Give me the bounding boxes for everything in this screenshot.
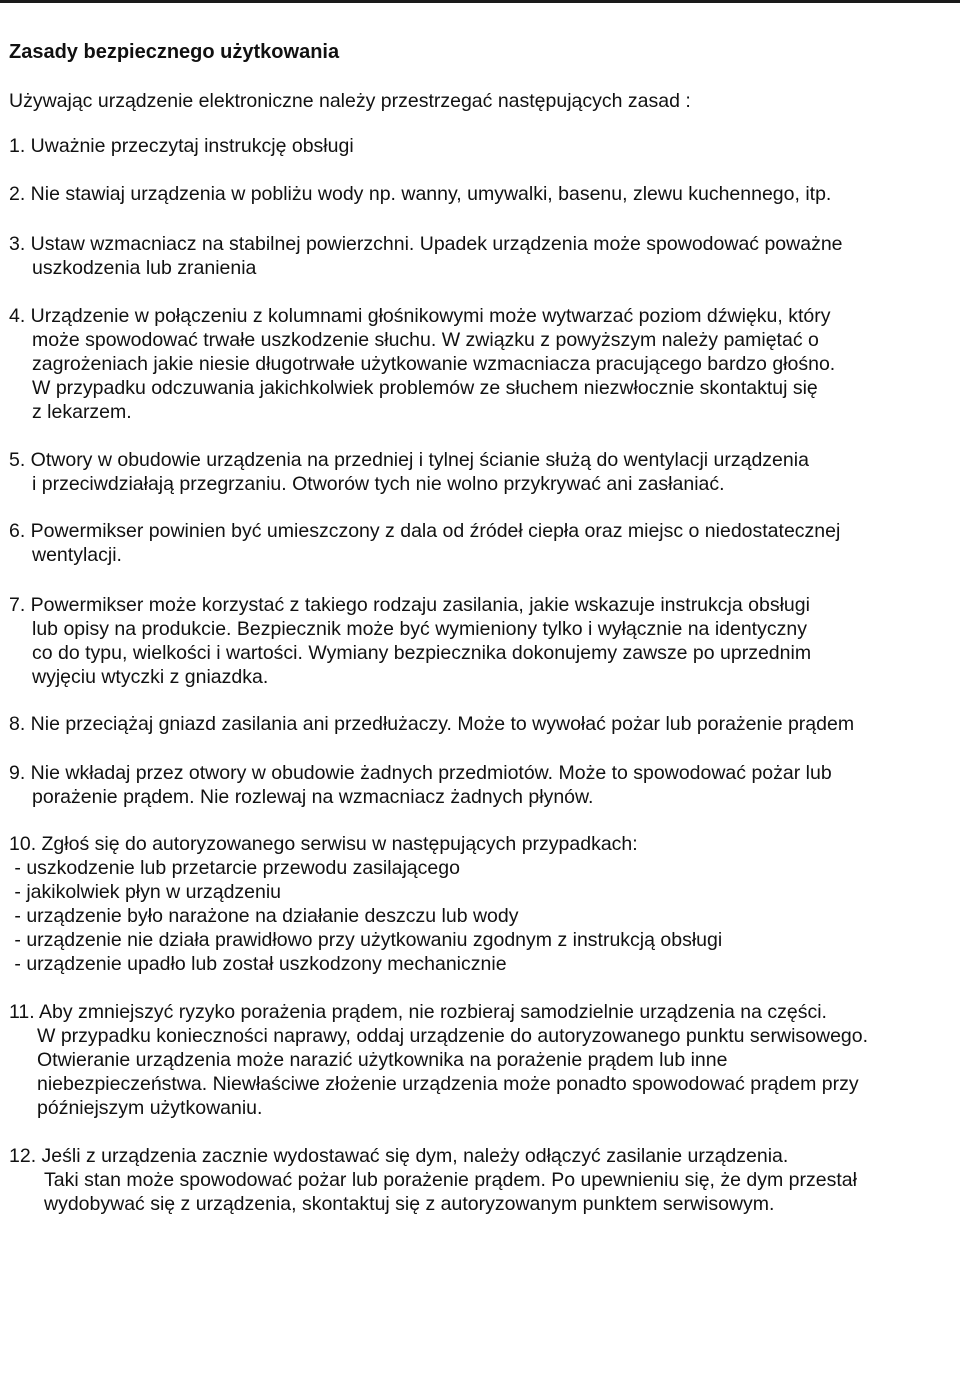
rule-line: zagrożeniach jakie niesie długotrwałe użytkowanie wzmacniacza pracującego bardzo głośno. bbox=[32, 353, 836, 375]
rule-line: 11. Aby zmniejszyć ryzyko porażenia prądem, nie rozbieraj samodzielnie urządzenia na części. bbox=[9, 1001, 827, 1023]
rule-12 bbox=[9, 1144, 857, 1216]
rule-line: wydobywać się z urządzenia, skontaktuj się z autoryzowanym punktem serwisowym. bbox=[44, 1193, 775, 1215]
rule-line: wyjęciu wtyczki z gniazdka. bbox=[32, 666, 269, 688]
rule-line: lub opisy na produkcie. Bezpiecznik może być wymieniony tylko i wyłącznie na identyczny bbox=[32, 618, 807, 640]
intro-text: Używając urządzenie elektroniczne należy przestrzegać następujących zasad : bbox=[9, 90, 691, 112]
rule-line: porażenie prądem. Nie rozlewaj na wzmacniacz żadnych płynów. bbox=[32, 786, 594, 808]
rule-line: wentylacji. bbox=[32, 544, 122, 566]
rule-subitem: - urządzenie nie działa prawidłowo przy użytkowaniu zgodnym z instrukcją obsługi bbox=[9, 929, 723, 951]
rule-line: i przeciwdziałają przegrzaniu. Otworów tych nie wolno przykrywać ani zasłaniać. bbox=[32, 473, 725, 495]
rule-line: co do typu, wielkości i wartości. Wymiany bezpiecznika dokonujemy zawsze po uprzednim bbox=[32, 642, 812, 664]
rule-subitem: - jakikolwiek płyn w urządzeniu bbox=[9, 881, 282, 903]
rule-10 bbox=[9, 832, 722, 976]
rule-4 bbox=[9, 304, 835, 424]
rule-line: 12. Jeśli z urządzenia zacznie wydostawać się dym, należy odłączyć zasilanie urządzenia. bbox=[9, 1145, 789, 1167]
rule-line: 8. Nie przeciążaj gniazd zasilania ani przedłużaczy. Może to wywołać pożar lub porażenie prądem bbox=[9, 713, 855, 735]
rule-line: W przypadku konieczności naprawy, oddaj urządzenie do autoryzowanego punktu serwisowego. bbox=[37, 1025, 869, 1047]
rule-line: z lekarzem. bbox=[32, 401, 132, 423]
rule-line: 1. Uważnie przeczytaj instrukcję obsługi bbox=[9, 135, 354, 157]
rule-line: 9. Nie wkładaj przez otwory w obudowie żadnych przedmiotów. Może to spowodować pożar lub bbox=[9, 762, 832, 784]
rule-line: uszkodzenia lub zranienia bbox=[32, 257, 257, 279]
rule-5 bbox=[9, 448, 809, 496]
rule-line: Taki stan może spowodować pożar lub porażenie prądem. Po upewnieniu się, że dym przestał bbox=[44, 1169, 857, 1191]
document-title: Zasady bezpiecznego użytkowania bbox=[9, 41, 340, 63]
rule-line: 7. Powermikser może korzystać z takiego rodzaju zasilania, jakie wskazuje instrukcja obsługi bbox=[9, 594, 810, 616]
rule-8 bbox=[9, 712, 854, 736]
rule-line: 2. Nie stawiaj urządzenia w pobliżu wody np. wanny, umywalki, basenu, zlewu kuchennego, itp. bbox=[9, 183, 832, 205]
rule-2 bbox=[9, 182, 831, 206]
rule-line: 3. Ustaw wzmacniacz na stabilnej powierzchni. Upadek urządzenia może spowodować poważne bbox=[9, 233, 843, 255]
rule-subitem: - urządzenie upadło lub został uszkodzony mechanicznie bbox=[9, 953, 507, 975]
rule-line: może spowodować trwałe uszkodzenie słuchu. W związku z powyższym należy pamiętać o bbox=[32, 329, 819, 351]
rule-line: 4. Urządzenie w połączeniu z kolumnami głośnikowymi może wytwarzać poziom dźwięku, który bbox=[9, 305, 831, 327]
rule-3 bbox=[9, 232, 843, 280]
rule-line: 6. Powermikser powinien być umieszczony z dala od źródeł ciepła oraz miejsc o niedostatecznej bbox=[9, 520, 841, 542]
rule-1 bbox=[9, 134, 354, 158]
rule-9 bbox=[9, 761, 832, 809]
rule-11 bbox=[9, 1000, 868, 1120]
rule-7 bbox=[9, 593, 811, 689]
rule-line: niebezpieczeństwa. Niewłaściwe złożenie urządzenia może ponadto spowodować prądem przy bbox=[37, 1073, 859, 1095]
rule-line: późniejszym użytkowaniu. bbox=[37, 1097, 263, 1119]
rule-subitem: - uszkodzenie lub przetarcie przewodu zasilającego bbox=[9, 857, 460, 879]
rule-subitem: - urządzenie było narażone na działanie deszczu lub wody bbox=[9, 905, 519, 927]
rule-line: Otwieranie urządzenia może narazić użytkownika na porażenie prądem lub inne bbox=[37, 1049, 728, 1071]
rule-line: 10. Zgłoś się do autoryzowanego serwisu w następujących przypadkach: bbox=[9, 833, 638, 855]
rule-6 bbox=[9, 519, 840, 567]
rule-line: 5. Otwory w obudowie urządzenia na przedniej i tylnej ścianie służą do wentylacji urządzenia bbox=[9, 449, 809, 471]
rule-line: W przypadku odczuwania jakichkolwiek problemów ze słuchem niezwłocznie skontaktuj się bbox=[32, 377, 818, 399]
